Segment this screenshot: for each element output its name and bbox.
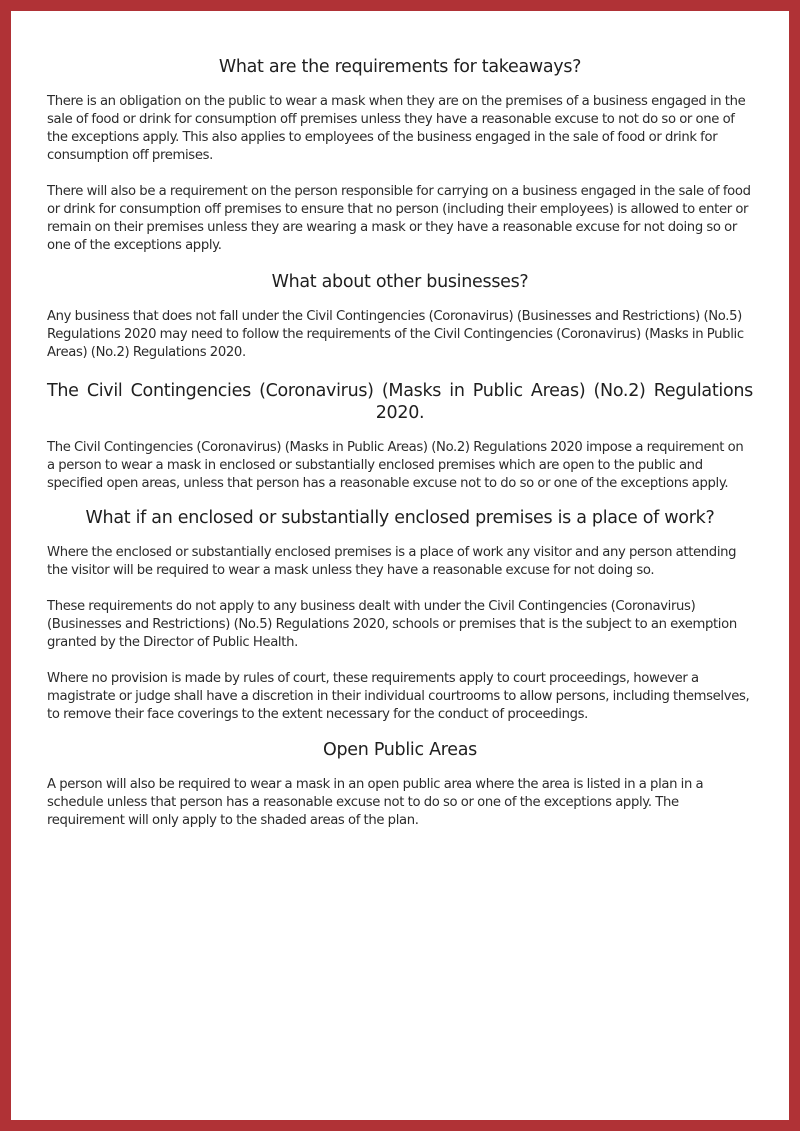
heading-takeaways: What are the requirements for takeaways? [218, 57, 582, 77]
paragraph-place-of-work-exemptions: These requirements do not apply to any business dealt with under the Civil Contingencies (Coronavirus) (Businesses and Restrictions) (No.5) Regulations 2020, schools or premises that is the subject to an exemption granted by the Director of Public Health. [47, 599, 737, 650]
paragraph-other-businesses: Any business that does not fall under the Civil Contingencies (Coronavirus) (Businesses and Restrictions) (No.5) Regulations 2020 may need to follow the requirements of the Civil Contingencies (Coronavirus) (Masks in Public Areas) (No.2) Regulations 2020. [47, 309, 744, 360]
heading-place-of-work: What if an enclosed or substantially enclosed premises is a place of work? [85, 508, 715, 528]
heading-other-businesses: What about other businesses? [271, 272, 529, 292]
paragraph-takeaways-obligation: There is an obligation on the public to wear a mask when they are on the premises of a business engaged in the sale of food or drink for consumption off premises unless they have a reasonable excuse to not do so or one of the exceptions apply. This also applies to employees of the business engaged in the sale of food or drink for consumption off premises. [47, 94, 746, 163]
paragraph-place-of-work-visitors: Where the enclosed or substantially enclosed premises is a place of work any visitor and any person attending the visitor will be required to wear a mask unless they have a reasonable excuse for not doing so. [47, 545, 737, 578]
heading-open-public-areas: Open Public Areas [323, 740, 477, 760]
document-body [47, 43, 753, 830]
paragraph-regulations: The Civil Contingencies (Coronavirus) (Masks in Public Areas) (No.2) Regulations 2020 impose a requirement on a person to wear a mask in enclosed or substantially enclosed premises which are open to the public and specified open areas, unless that person has a reasonable excuse not to do so or one of the exceptions apply. [47, 440, 744, 491]
paragraph-place-of-work-courts: Where no provision is made by rules of court, these requirements apply to court proceedings, however a magistrate or judge shall have a discretion in their individual courtrooms to allow persons, including themselves, to remove their face coverings to the extent necessary for the conduct of proceedings. [47, 671, 750, 722]
heading-regulations: The Civil Contingencies (Coronavirus) (Masks in Public Areas) (No.2) Regulations 2020. [47, 381, 753, 423]
paragraph-takeaways-requirement: There will also be a requirement on the person responsible for carrying on a business engaged in the sale of food or drink for consumption off premises to ensure that no person (including their employees) is allowed to enter or remain on their premises unless they are wearing a mask or they have a reasonable excuse for not doing so or one of the exceptions apply. [47, 184, 751, 253]
paragraph-open-public-areas: A person will also be required to wear a mask in an open public area where the area is listed in a plan in a schedule unless that person has a reasonable excuse not to do so or one of the exceptions apply. The requirement will only apply to the shaded areas of the plan. [47, 777, 704, 828]
